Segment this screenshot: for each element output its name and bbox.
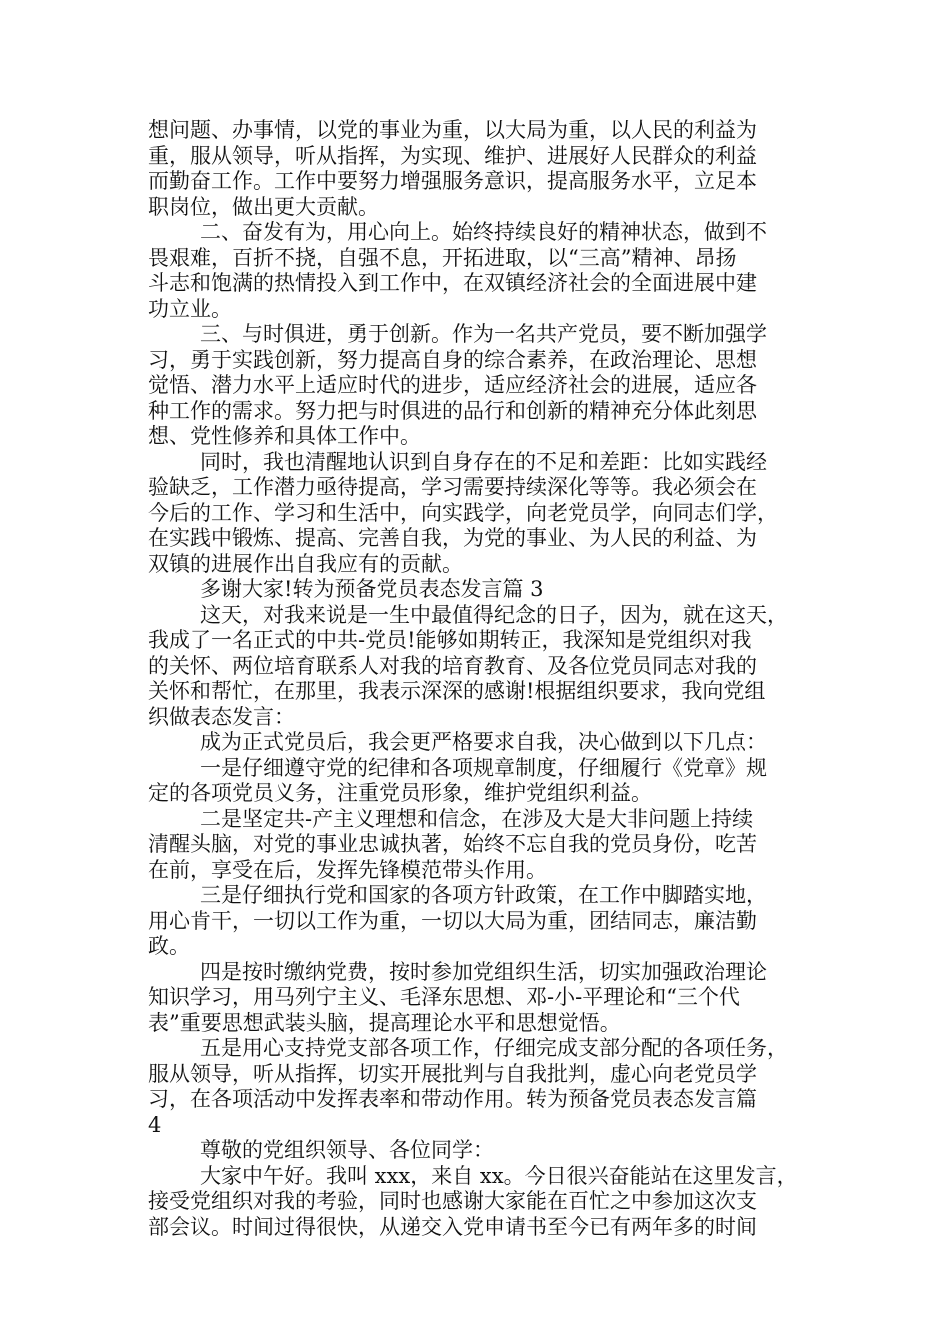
text-line: 功立业。: [148, 296, 232, 321]
text-line: 部会议。时间过得很快，从递交入党申请书至今已有两年多的时间: [148, 1214, 757, 1239]
text-line: 在实践中锻炼、提高、完善自我，为党的事业、为人民的利益、为: [148, 526, 757, 550]
text-line: 这天，对我来说是一生中最值得纪念的日子，因为，就在这天，: [200, 602, 788, 627]
text-line: 畏艰难，百折不挠，自强不息，开拓进取，以“三高”精神、昂扬: [148, 245, 737, 270]
text-line: 双镇的进展作出自我应有的贡献。: [148, 551, 463, 576]
text-line: 想问题、办事情，以党的事业为重，以大局为重，以人民的利益为: [148, 118, 757, 142]
text-line: 尊敬的党组织领导、各位同学：: [200, 1138, 494, 1162]
text-line: 验缺乏，工作潜力亟待提高，学习需要持续深化等等。我必须会在: [148, 475, 757, 499]
text-line: 斗志和饱满的热情投入到工作中，在双镇经济社会的全面进展中建: [148, 271, 757, 295]
text-line: 二、奋发有为，用心向上。始终持续良好的精神状态，做到不: [200, 220, 767, 244]
text-line: 织做表态发言：: [148, 704, 295, 729]
text-line: 清醒头脑，对党的事业忠诚执著，始终不忘自我的党员身份，吃苦: [148, 832, 757, 856]
text-line: 今后的工作、学习和生活中，向实践学，向老党员学，向同志们学，: [148, 500, 778, 525]
text-line: 的关怀、两位培育联系人对我的培育教育、及各位党员同志对我的: [148, 653, 757, 678]
text-line: 多谢大家!转为预备党员表态发言篇 3: [200, 577, 544, 601]
document-body: [148, 118, 820, 1240]
text-line: 一是仔细遵守党的纪律和各项规章制度，仔细履行《党章》规: [200, 755, 767, 780]
text-line: 三、与时俱进，勇于创新。作为一名共产党员，要不断加强学: [200, 322, 767, 346]
text-line: 同时，我也清醒地认识到自身存在的不足和差距：比如实践经: [200, 449, 767, 474]
text-line: 种工作的需求。努力把与时俱进的品行和创新的精神充分体此刻思: [148, 398, 757, 423]
text-line: 成为正式党员后，我会更严格要求自我，决心做到以下几点：: [200, 730, 767, 754]
text-line: 大家中午好。我叫 xxx，来自 xx。今日很兴奋能站在这里发言，: [200, 1163, 798, 1188]
text-line: 4: [148, 1112, 162, 1137]
text-line: 定的各项党员义务，注重党员形象，维护党组织利益。: [148, 781, 652, 805]
text-line: 五是用心支持党支部各项工作，仔细完成支部分配的各项任务，: [200, 1036, 788, 1060]
text-line: 习，勇于实践创新，努力提高自身的综合素养，在政治理论、思想: [148, 347, 757, 372]
text-line: 我成了一名正式的中共-党员!能够如期转正，我深知是党组织对我: [148, 628, 752, 652]
text-line: 觉悟、潜力水平上适应时代的进步，适应经济社会的进展，适应各: [148, 373, 757, 397]
text-line: 用心肯干，一切以工作为重，一切以大局为重，团结同志，廉洁勤: [148, 908, 757, 933]
text-line: 重，服从领导，听从指挥，为实现、维护、进展好人民群众的利益: [148, 143, 757, 168]
text-line: 而勤奋工作。工作中要努力增强服务意识，提高服务水平，立足本: [148, 169, 757, 193]
text-line: 表”重要思想武装头脑，提高理论水平和思想觉悟。: [148, 1010, 621, 1035]
text-line: 关怀和帮忙，在那里，我表示深深的感谢!根据组织要求，我向党组: [148, 679, 766, 703]
text-line: 四是按时缴纳党费，按时参加党组织生活，切实加强政治理论: [200, 959, 767, 984]
text-line: 接受党组织对我的考验，同时也感谢大家能在百忙之中参加这次支: [148, 1189, 757, 1213]
text-line: 在前，享受在后，发挥先锋模范带头作用。: [148, 857, 547, 882]
text-line: 三是仔细执行党和国家的各项方针政策，在工作中脚踏实地，: [200, 883, 767, 907]
text-line: 想、党性修养和具体工作中。: [148, 424, 421, 448]
text-line: 服从领导，听从指挥，切实开展批判与自我批判，虚心向老党员学: [148, 1061, 757, 1086]
text-line: 二是坚定共-产主义理想和信念，在涉及大是大非问题上持续: [200, 806, 754, 831]
text-line: 知识学习，用马列宁主义、毛泽东思想、邓-小-平理论和“三个代: [148, 985, 740, 1009]
text-line: 职岗位，做出更大贡献。: [148, 194, 379, 219]
text-line: 习，在各项活动中发挥表率和带动作用。转为预备党员表态发言篇: [148, 1087, 757, 1111]
text-line: 政。: [148, 934, 190, 958]
